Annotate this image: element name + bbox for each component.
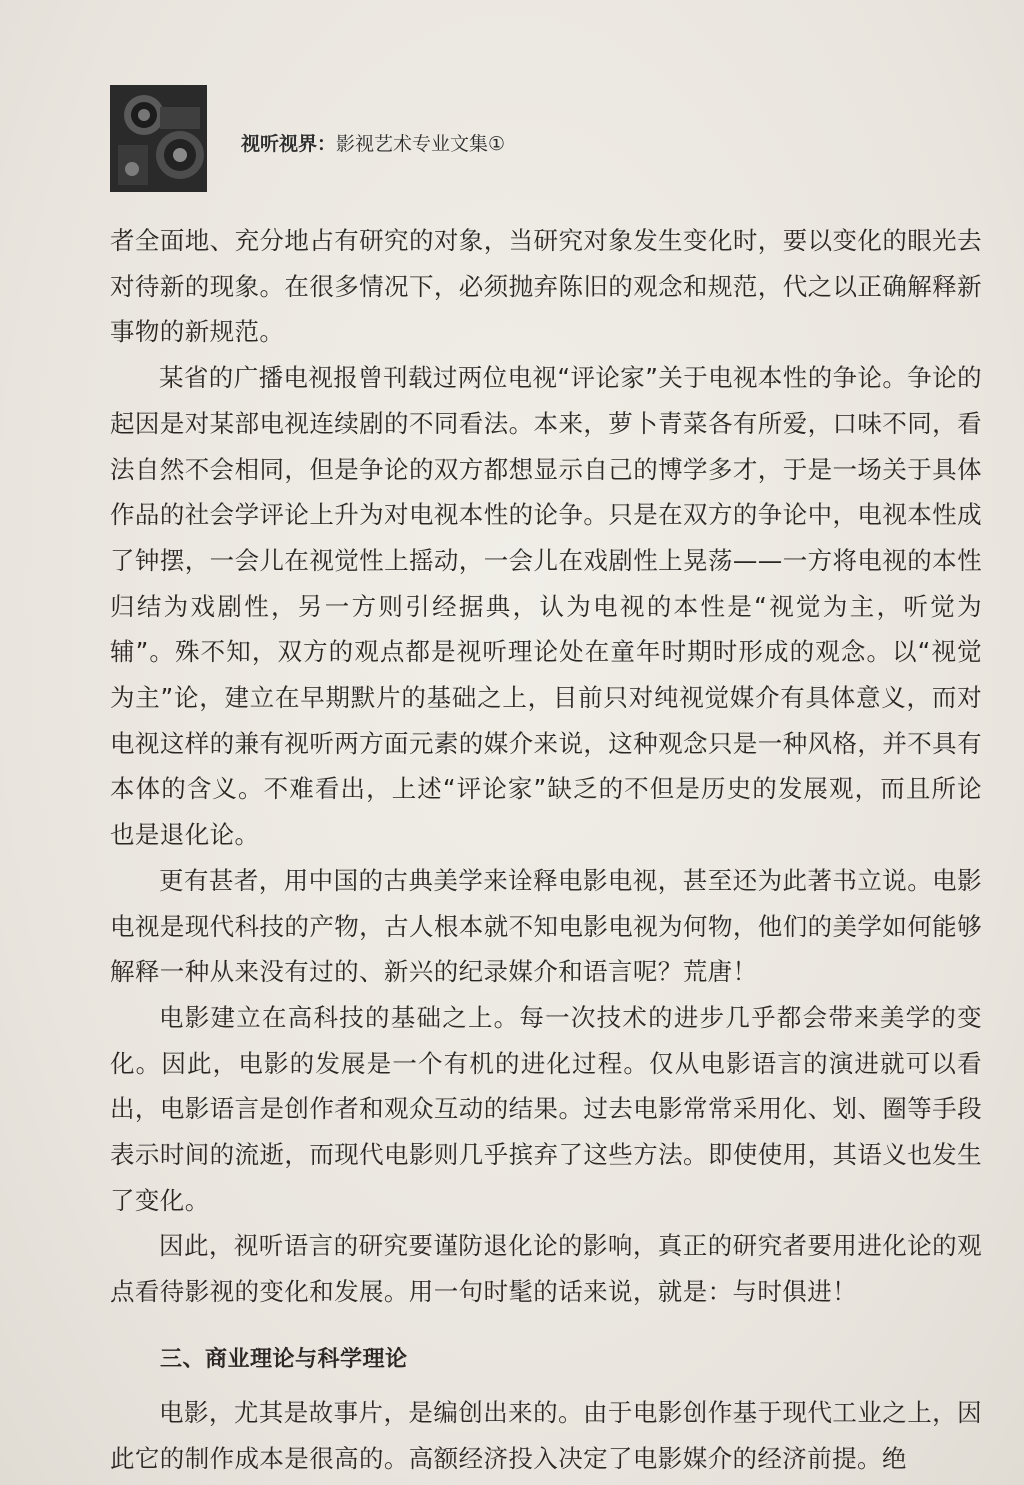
paragraph: 电影，尤其是故事片，是编创出来的。由于电影创作基于现代工业之上，因此它的制作成本是很高的。高额经济投入决定了电影媒介的经济前提。绝: [110, 1397, 982, 1473]
series-title: [241, 129, 505, 156]
paragraph: 更有甚者，用中国的古典美学来诠释电影电视，甚至还为此著书立说。电影电视是现代科技的产物，古人根本就不知电影电视为何物，他们的美学如何能够解释一种从来没有过的、新兴的纪录媒介和语言呢？荒唐！: [110, 865, 982, 987]
body-text: [110, 218, 982, 1481]
paragraph: 因此，视听语言的研究要谨防退化论的影响，真正的研究者要用进化论的观点看待影视的变化和发展。用一句时髦的话来说，就是：与时俱进！: [110, 1231, 982, 1307]
film-camera-photo: [110, 85, 207, 192]
paragraph: 者全面地、充分地占有研究的对象，当研究对象发生变化时，要以变化的眼光去对待新的现象。在很多情况下，必须抛弃陈旧的观念和规范，代之以正确解释新事物的新规范。: [110, 226, 982, 347]
paragraph: 某省的广播电视报曾刊载过两位电视“评论家”关于电视本性的争论。争论的起因是对某部电视连续剧的不同看法。本来，萝卜青菜各有所爱，口味不同，看法自然不会相同，但是争论的双方都想显示自己的博学多才，于是一场关于具体作品的社会学评论上升为对电视本性的论争。只是在双方的争论中，电视本性成了钟摆，一会儿在视觉性上摇动，一会儿在戏剧性上晃荡——一方将电视的本性归结为戏剧性，另一方则引经据典，认为电视的本性是“视觉为主，听觉为辅”。殊不知，双方的观点都是视听理论处在童年时期时形成的观念。以“视觉为主”论，建立在早期默片的基础之上，目前只对纯视觉媒介有具体意义，而对电视这样的兼有视听两方面元素的媒介来说，这种观念只是一种风格，并不具有本体的含义。不难看出，上述“评论家”缺乏的不但是历史的发展观，而且所论也是退化论。: [110, 363, 982, 850]
paragraph: 电影建立在高科技的基础之上。每一次技术的进步几乎都会带来美学的变化。因此，电影的发展是一个有机的进化过程。仅从电影语言的演进就可以看出，电影语言是创作者和观众互动的结果。过去电影常常采用化、划、圈等手段表示时间的流逝，而现代电影则几乎摈弃了这些方法。即使使用，其语义也发生了变化。: [110, 1002, 982, 1215]
section-heading: 三、商业理论与科学理论: [160, 1346, 408, 1372]
series-title-bold: 视听视界：: [241, 132, 337, 155]
page-header: [110, 84, 505, 192]
series-subtitle: 影视艺术专业文集①: [336, 132, 506, 155]
